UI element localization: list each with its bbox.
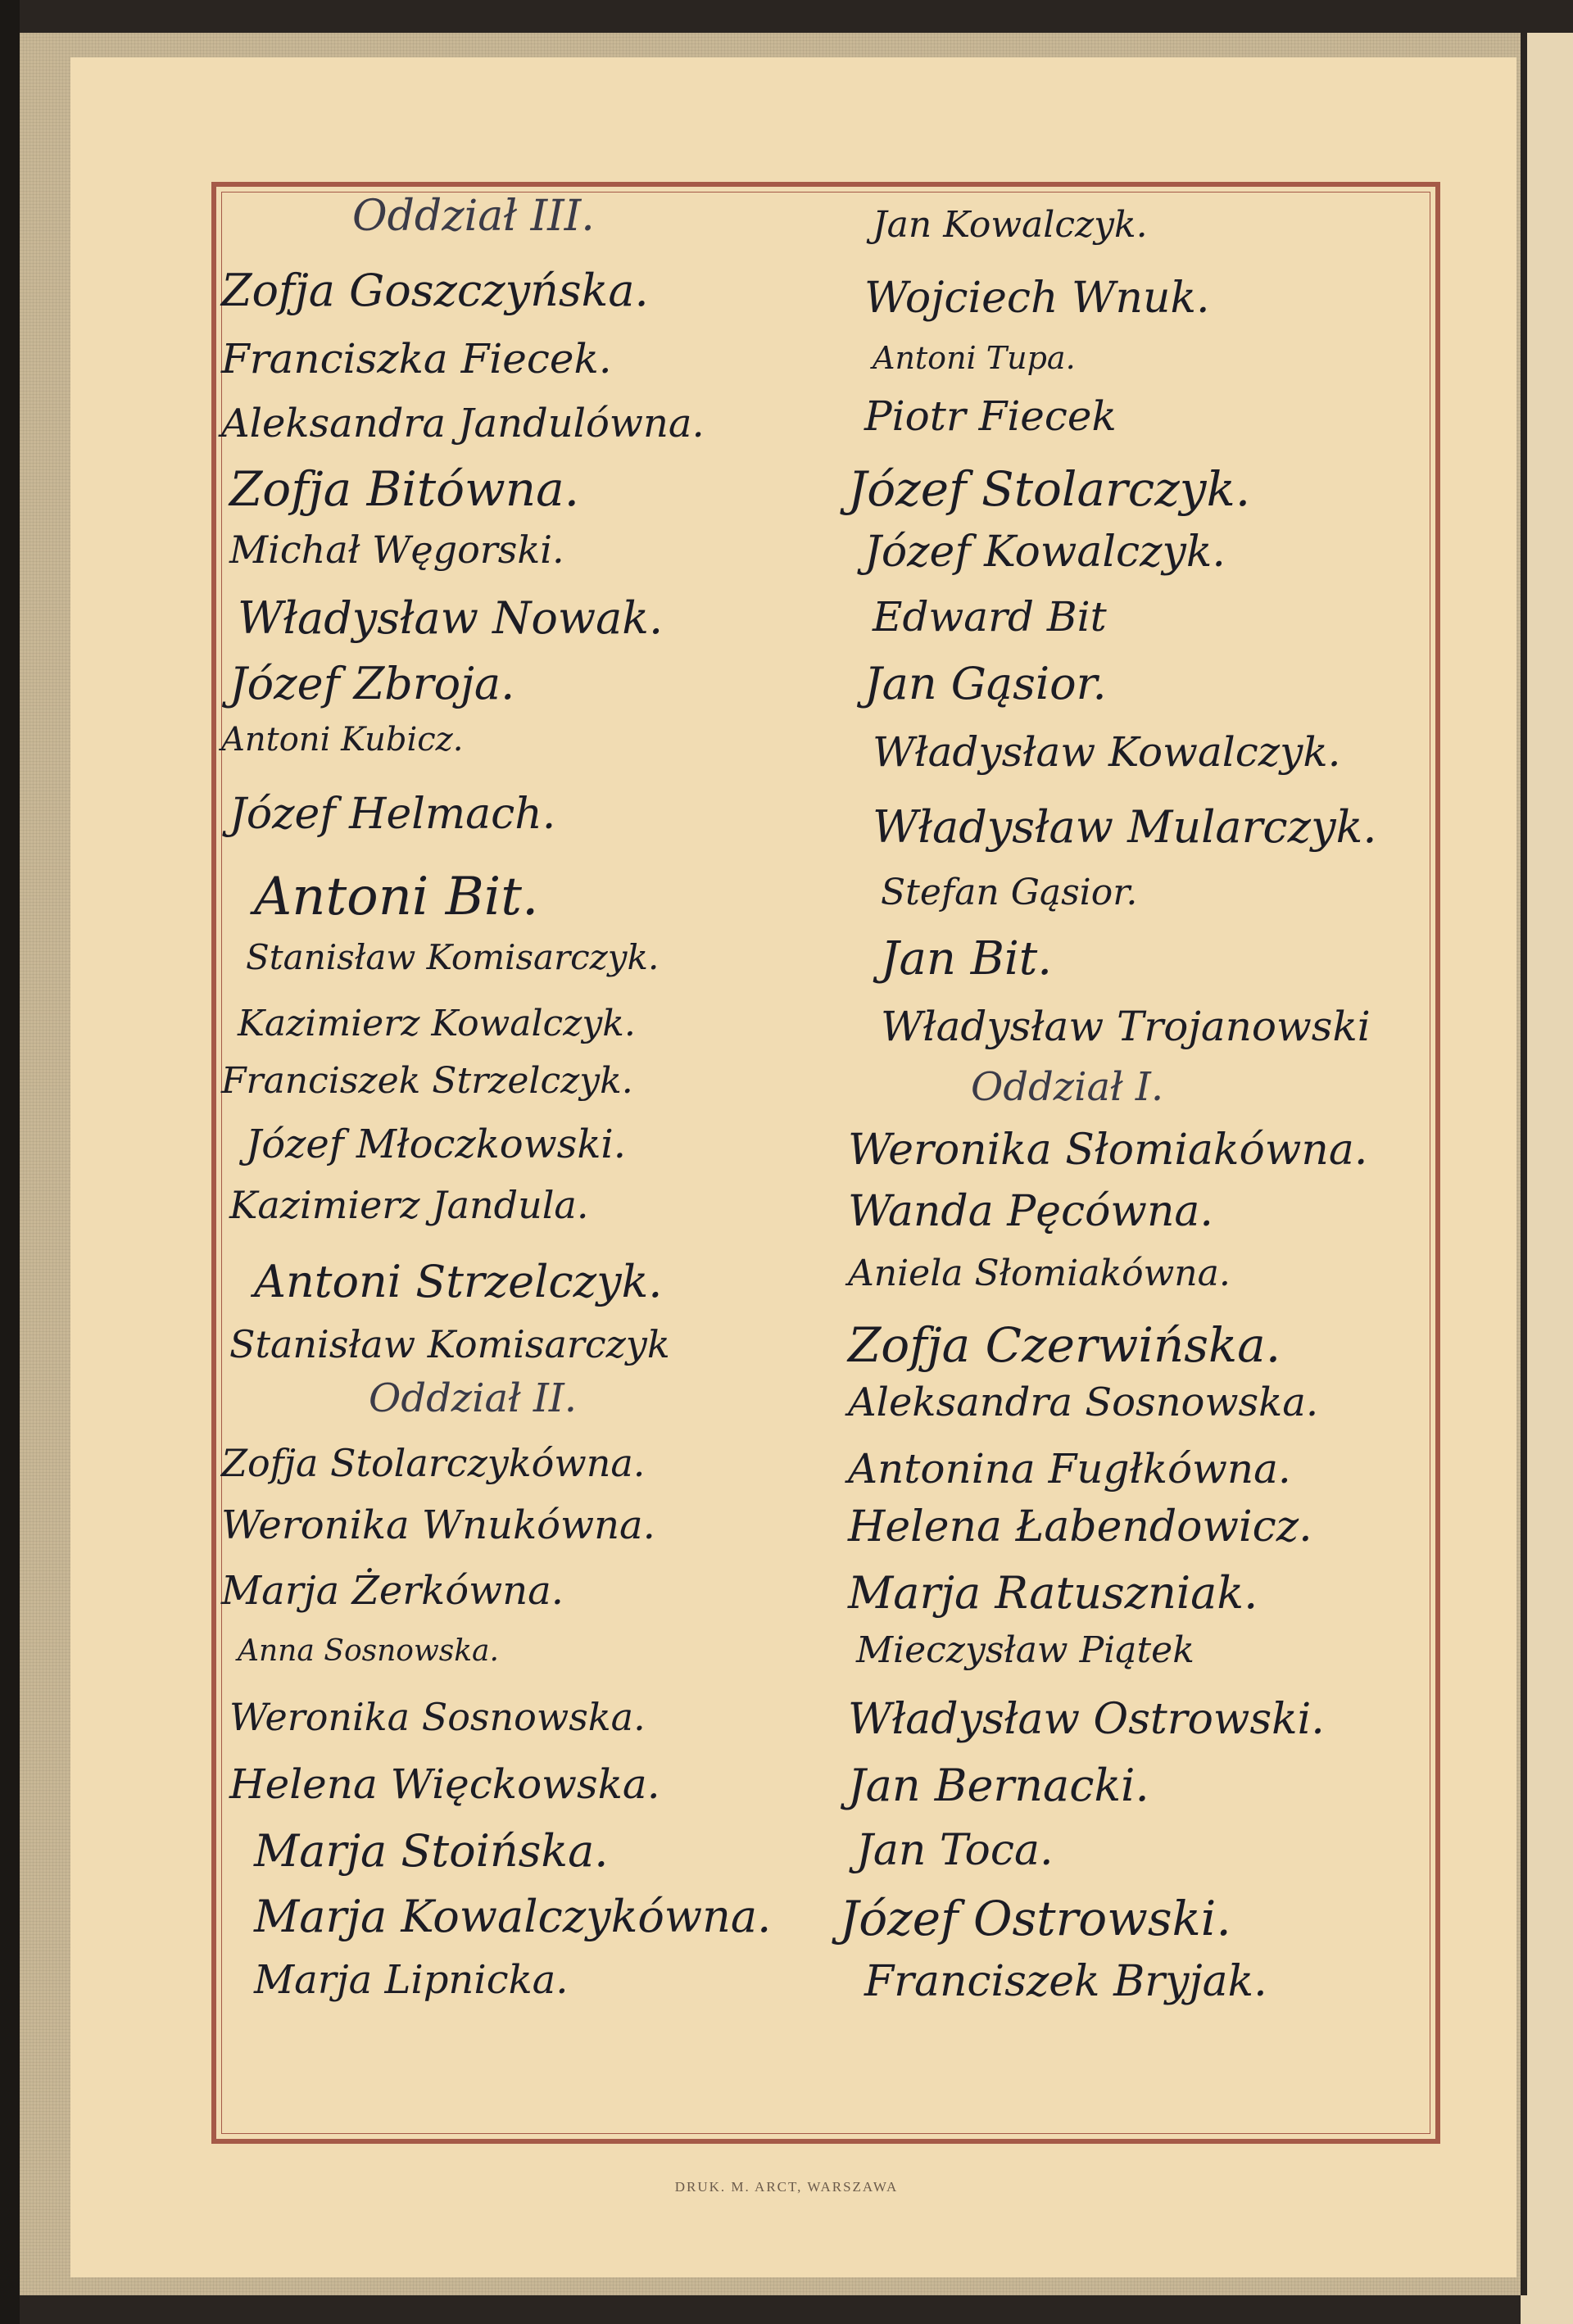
right-signature: Stefan Gąsior. bbox=[881, 872, 1138, 913]
right-signature: Władysław Trojanowski bbox=[881, 1003, 1371, 1050]
right-signature: Wanda Pęcówna. bbox=[848, 1187, 1213, 1236]
left-signature: Marja Lipnicka. bbox=[254, 1957, 569, 2003]
left-signature: Marja Stoińska. bbox=[254, 1825, 609, 1877]
right-signature: Antoni Tupa. bbox=[873, 340, 1076, 376]
left-signature: Stanisław Komisarczyk bbox=[229, 1322, 670, 1366]
left-signature: Stanisław Komisarczyk. bbox=[246, 937, 660, 977]
right-section-heading: Oddział I. bbox=[971, 1064, 1164, 1110]
left-signature: Weronika Wnukówna. bbox=[221, 1502, 655, 1548]
left-signature: Zofja Bitówna. bbox=[229, 461, 580, 517]
left-signature: Władysław Nowak. bbox=[238, 592, 664, 644]
left-signature: Aleksandra Jandulówna. bbox=[221, 401, 705, 446]
left-signature: Marja Kowalczykówna. bbox=[254, 1891, 772, 1942]
left-signature: Zofja Stolarczykówna. bbox=[221, 1441, 646, 1485]
right-signature: Antonina Fugłkówna. bbox=[848, 1445, 1291, 1493]
right-signature: Aleksandra Sosnowska. bbox=[848, 1379, 1319, 1425]
right-signature: Władysław Kowalczyk. bbox=[873, 728, 1341, 776]
left-signature: Weronika Sosnowska. bbox=[229, 1695, 646, 1739]
left-section-heading: Oddział II. bbox=[369, 1375, 578, 1421]
left-signature: Józef Zbroja. bbox=[229, 658, 515, 709]
left-signature: Helena Więckowska. bbox=[229, 1760, 660, 1808]
right-signature: Zofja Czerwińska. bbox=[848, 1317, 1281, 1373]
right-signature: Aniela Słomiakówna. bbox=[848, 1253, 1231, 1294]
right-signature: Jan Bit. bbox=[881, 932, 1053, 985]
right-signature: Franciszek Bryjak. bbox=[864, 1957, 1267, 2006]
left-signature: Józef Helmach. bbox=[229, 790, 556, 839]
left-signature: Kazimierz Kowalczyk. bbox=[238, 1003, 636, 1044]
right-signature: Józef Stolarczyk. bbox=[848, 461, 1251, 517]
right-signature: Helena Łabendowicz. bbox=[848, 1502, 1312, 1552]
right-signature: Władysław Mularczyk. bbox=[873, 801, 1377, 853]
right-signature: Edward Bit bbox=[873, 593, 1107, 641]
page-gutter bbox=[1521, 33, 1527, 2295]
left-signature: Marja Żerkówna. bbox=[221, 1568, 564, 1614]
left-signature: Józef Młoczkowski. bbox=[246, 1121, 627, 1167]
book-spine bbox=[0, 0, 20, 2324]
right-signature: Wojciech Wnuk. bbox=[864, 274, 1210, 323]
left-signature: Anna Sosnowska. bbox=[238, 1634, 499, 1668]
left-signature: Franciszek Strzelczyk. bbox=[221, 1060, 633, 1102]
next-page-edge bbox=[1521, 33, 1573, 2324]
left-signature: Antoni Strzelczyk. bbox=[254, 1256, 663, 1307]
right-signature: Jan Kowalczyk. bbox=[873, 204, 1148, 246]
printer-mark: DRUK. M. ARCT, WARSZAWA bbox=[674, 2179, 899, 2195]
right-signature: Jan Toca. bbox=[856, 1826, 1054, 1875]
right-signature: Władysław Ostrowski. bbox=[848, 1695, 1325, 1744]
right-signature: Jan Bernacki. bbox=[848, 1760, 1149, 1811]
right-signature: Józef Ostrowski. bbox=[840, 1891, 1231, 1946]
left-signature: Michał Węgorski. bbox=[229, 528, 564, 572]
left-signature: Antoni Bit. bbox=[254, 867, 539, 927]
right-signature: Weronika Słomiakówna. bbox=[848, 1126, 1368, 1175]
right-signature: Mieczysław Piątek bbox=[856, 1629, 1194, 1671]
left-signature: Franciszka Fiecek. bbox=[221, 335, 612, 383]
left-section-heading: Oddział III. bbox=[352, 192, 595, 241]
left-signature: Kazimierz Jandula. bbox=[229, 1183, 589, 1227]
right-signature: Józef Kowalczyk. bbox=[864, 528, 1226, 577]
right-signature: Piotr Fiecek bbox=[864, 392, 1117, 440]
right-signature: Jan Gąsior. bbox=[864, 658, 1107, 709]
left-signature: Antoni Kubicz. bbox=[221, 721, 464, 759]
right-signature: Marja Ratuszniak. bbox=[848, 1567, 1258, 1619]
left-signature: Zofja Goszczyńska. bbox=[221, 265, 649, 316]
